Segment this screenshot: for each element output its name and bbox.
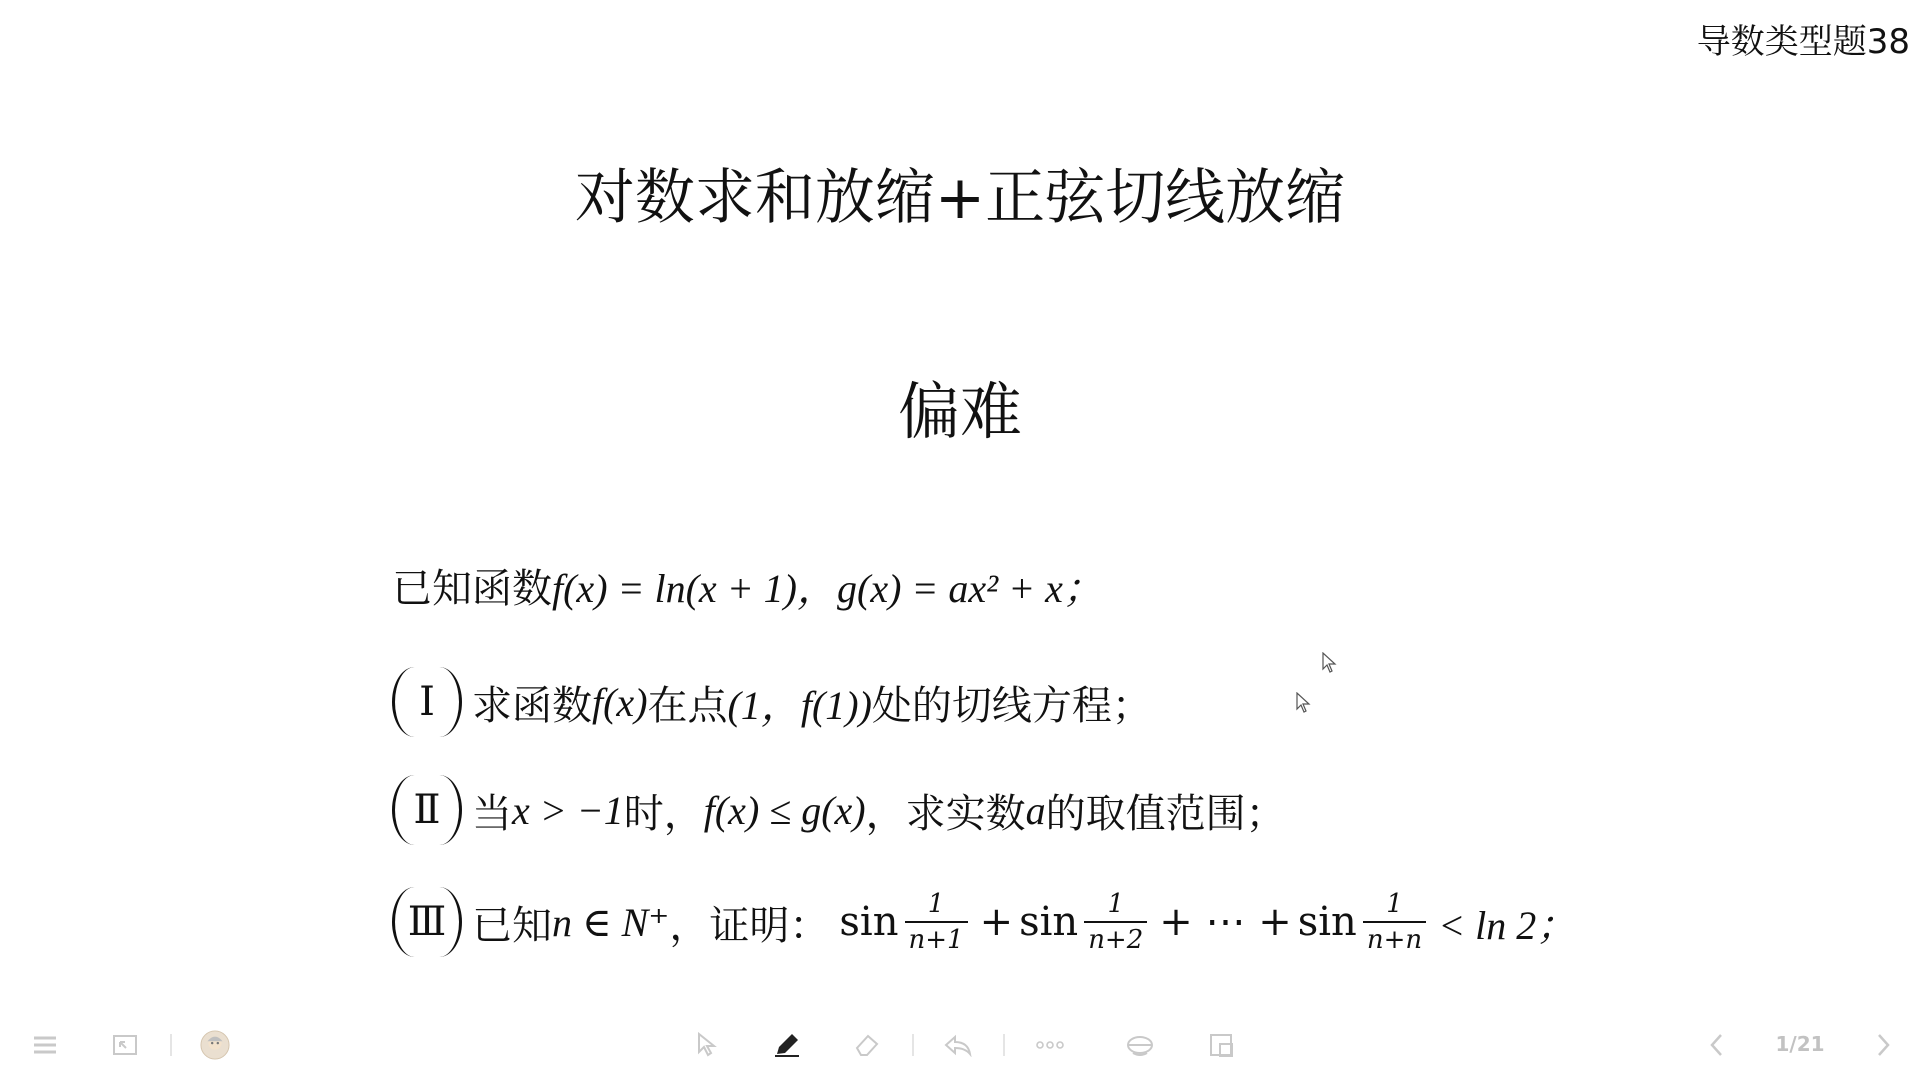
fraction-1-denominator: n+1: [908, 925, 964, 955]
toolbar-separator: [170, 1034, 172, 1056]
problem-part-2: [392, 780, 1592, 840]
part-2-math-c: a: [1025, 787, 1046, 833]
fraction-2-numerator: 1: [1107, 889, 1124, 919]
problem-part-3: [392, 889, 1592, 955]
part-2-mark: Ⅱ: [392, 775, 462, 845]
toolbar-separator: [1003, 1034, 1005, 1056]
part-1-math-b: (1，f(1)): [727, 682, 872, 728]
pointer-icon[interactable]: [692, 1030, 722, 1060]
fraction-3-denominator: n+n: [1366, 925, 1423, 955]
sin-1: sin: [839, 899, 899, 945]
part-2-text-b: 时，: [623, 790, 704, 837]
part-3-text-a: 已知: [472, 902, 552, 949]
fraction-1-bar: [905, 921, 968, 923]
avatar[interactable]: [200, 1030, 230, 1060]
pen-icon[interactable]: [772, 1030, 802, 1060]
fraction-2: [1084, 889, 1147, 955]
part-3-text-b: ，证明：: [669, 902, 830, 949]
inequality-tail: < ln 2；: [1438, 902, 1577, 948]
intro-text: 已知函数: [392, 565, 552, 612]
sin-3: sin: [1297, 899, 1357, 945]
part-2-text-c: ，求实数: [865, 790, 1026, 837]
eraser-icon[interactable]: [852, 1030, 882, 1060]
fraction-2-bar: [1084, 921, 1147, 923]
difficulty-label: 偏难: [897, 375, 1022, 448]
fraction-3-numerator: 1: [1386, 889, 1403, 919]
more-icon[interactable]: [1035, 1030, 1065, 1060]
part-1-text-a: 求函数: [472, 682, 592, 729]
toolbar-separator: [912, 1034, 914, 1056]
sin-2: sin: [1019, 899, 1079, 945]
fraction-2-denominator: n+2: [1088, 925, 1144, 955]
part-1-text-b: 在点: [647, 682, 728, 729]
fraction-3: [1363, 889, 1426, 955]
part-1-math-a: f(x): [592, 679, 648, 725]
corner-label: 导数类型题38: [1696, 22, 1910, 62]
part-2-text-a: 当: [472, 790, 512, 837]
hide-icon[interactable]: [1125, 1030, 1155, 1060]
mouse-cursor-icon: [1322, 652, 1338, 674]
fraction-1-numerator: 1: [927, 889, 945, 919]
problem-part-1: [392, 672, 1592, 732]
part-2-math-a: x > −1: [512, 787, 624, 833]
part-1-mark: Ⅰ: [392, 667, 462, 737]
part-2-math-b: f(x) ≤ g(x): [703, 787, 866, 833]
prev-page-icon[interactable]: [1702, 1030, 1732, 1060]
undo-icon[interactable]: [943, 1030, 973, 1060]
plus-sign: +: [979, 899, 1014, 945]
presentation-toolbar: [0, 1020, 1920, 1070]
part-2-text-d: 的取值范围；: [1045, 790, 1286, 837]
mouse-cursor-icon: [1296, 692, 1312, 714]
part-3-mark: Ⅲ: [392, 887, 462, 957]
slide-title: 对数求和放缩+正弦切线放缩: [574, 163, 1346, 233]
menu-icon[interactable]: [30, 1030, 60, 1060]
page-indicator: 1/21: [1775, 1032, 1825, 1056]
fraction-3-bar: [1363, 921, 1426, 923]
fraction-1: [905, 889, 968, 955]
part-1-text-c: 处的切线方程；: [871, 682, 1152, 729]
next-page-icon[interactable]: [1868, 1030, 1898, 1060]
exit-fullscreen-icon[interactable]: [110, 1030, 140, 1060]
screen-icon[interactable]: [1207, 1030, 1237, 1060]
intro-math: f(x) = ln(x + 1)，g(x) = ax² + x；: [552, 565, 1103, 611]
ellipsis-sum: + ⋯ +: [1159, 899, 1292, 945]
part-3-math-a: n ∈ N⁺: [552, 899, 670, 945]
problem-intro: [392, 555, 1592, 615]
